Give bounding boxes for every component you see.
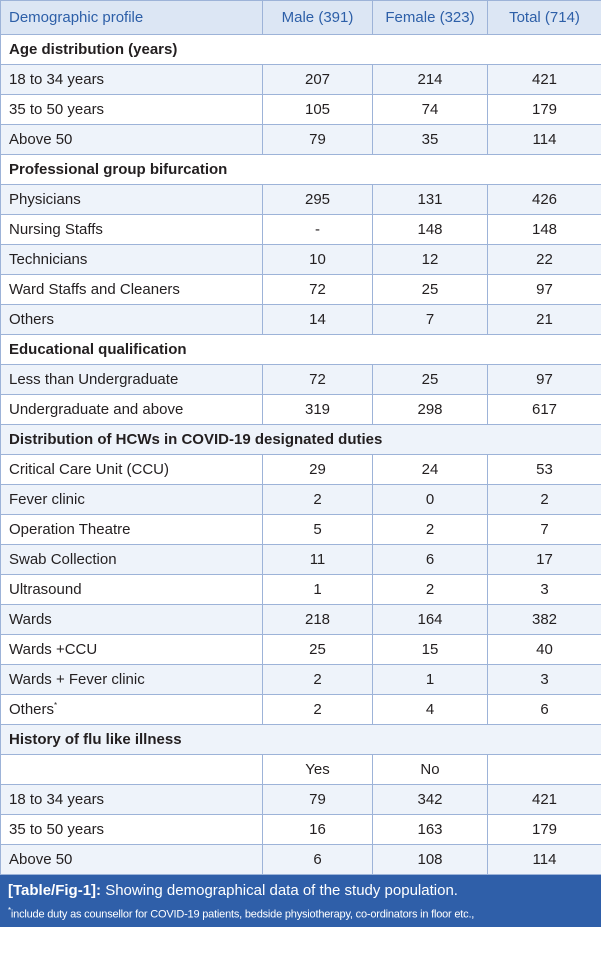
cell-female: 298 — [373, 395, 488, 425]
table-row — [1, 455, 601, 485]
row-label: Ward Staffs and Cleaners — [1, 275, 263, 305]
header-male: Male (391) — [263, 1, 373, 35]
cell-female: 7 — [373, 305, 488, 335]
header-total: Total (714) — [488, 1, 601, 35]
row-label: Technicians — [1, 245, 263, 275]
table-row — [1, 845, 601, 875]
row-label: Wards — [1, 605, 263, 635]
cell-male: 218 — [263, 605, 373, 635]
cell-male: 11 — [263, 545, 373, 575]
section-title-education: Educational qualification — [1, 335, 601, 365]
cell-male: 79 — [263, 125, 373, 155]
cell-total: 617 — [488, 395, 601, 425]
row-label — [1, 695, 263, 725]
cell-total: 179 — [488, 815, 601, 845]
cell-male: 295 — [263, 185, 373, 215]
table-row — [1, 785, 601, 815]
cell-total: 17 — [488, 545, 601, 575]
cell-female: 25 — [373, 275, 488, 305]
row-label: 18 to 34 years — [1, 785, 263, 815]
cell-total: 114 — [488, 125, 601, 155]
cell-male: 10 — [263, 245, 373, 275]
cell-total: 426 — [488, 185, 601, 215]
cell-male: 1 — [263, 575, 373, 605]
cell-female: 164 — [373, 605, 488, 635]
row-label: Nursing Staffs — [1, 215, 263, 245]
cell-female: 15 — [373, 635, 488, 665]
table-row — [1, 65, 601, 95]
cell-male: 5 — [263, 515, 373, 545]
cell-female: 35 — [373, 125, 488, 155]
cell-total: 3 — [488, 575, 601, 605]
cell-total: 2 — [488, 485, 601, 515]
cell-male: 2 — [263, 485, 373, 515]
table-row — [1, 605, 601, 635]
cell-total: 40 — [488, 635, 601, 665]
row-label: Fever clinic — [1, 485, 263, 515]
cell-female: 1 — [373, 665, 488, 695]
table-row — [1, 365, 601, 395]
cell-female: 74 — [373, 95, 488, 125]
cell-total: 6 — [488, 695, 601, 725]
cell-male: 6 — [263, 845, 373, 875]
cell-total: 421 — [488, 65, 601, 95]
row-label: Above 50 — [1, 845, 263, 875]
cell-female: 25 — [373, 365, 488, 395]
subheader-empty — [488, 755, 601, 785]
row-label — [1, 755, 263, 785]
cell-male: 72 — [263, 275, 373, 305]
flu-subheader-row — [1, 755, 601, 785]
row-label: Wards +CCU — [1, 635, 263, 665]
cell-male: 2 — [263, 695, 373, 725]
section-row — [1, 725, 601, 755]
section-row — [1, 35, 601, 65]
cell-male: 16 — [263, 815, 373, 845]
table-caption — [0, 875, 601, 927]
cell-total: 7 — [488, 515, 601, 545]
cell-male: 2 — [263, 665, 373, 695]
table-row — [1, 275, 601, 305]
row-label: Operation Theatre — [1, 515, 263, 545]
header-female: Female (323) — [373, 1, 488, 35]
cell-total: 382 — [488, 605, 601, 635]
cell-male: - — [263, 215, 373, 245]
section-title-age: Age distribution (years) — [1, 35, 601, 65]
cell-total: 53 — [488, 455, 601, 485]
cell-total: 97 — [488, 365, 601, 395]
table-row — [1, 815, 601, 845]
table-row — [1, 185, 601, 215]
cell-female: 6 — [373, 545, 488, 575]
cell-female: 2 — [373, 515, 488, 545]
caption-footnote — [8, 904, 593, 922]
row-label: Ultrasound — [1, 575, 263, 605]
row-label: Above 50 — [1, 125, 263, 155]
section-title-professional: Professional group bifurcation — [1, 155, 601, 185]
section-row — [1, 335, 601, 365]
cell-total: 97 — [488, 275, 601, 305]
cell-male: 29 — [263, 455, 373, 485]
table-row — [1, 215, 601, 245]
table-row — [1, 695, 601, 725]
section-row — [1, 425, 601, 455]
footnote-marker: * — [8, 906, 11, 915]
row-label: Less than Undergraduate — [1, 365, 263, 395]
cell-total: 114 — [488, 845, 601, 875]
cell-female: 214 — [373, 65, 488, 95]
cell-male: 207 — [263, 65, 373, 95]
row-label: Undergraduate and above — [1, 395, 263, 425]
table-row — [1, 305, 601, 335]
table-row — [1, 125, 601, 155]
cell-male: 79 — [263, 785, 373, 815]
table-row — [1, 485, 601, 515]
caption-ref: [Table/Fig-1]: — [8, 882, 102, 899]
table-row — [1, 575, 601, 605]
subheader-no: No — [373, 755, 488, 785]
table-header-row — [1, 1, 601, 35]
cell-female: 12 — [373, 245, 488, 275]
row-label: Critical Care Unit (CCU) — [1, 455, 263, 485]
table-row — [1, 635, 601, 665]
section-title-flu: History of flu like illness — [1, 725, 601, 755]
table-row — [1, 95, 601, 125]
section-title-duties: Distribution of HCWs in COVID-19 designated duties — [1, 425, 601, 455]
row-label: Others — [1, 305, 263, 335]
table-row — [1, 515, 601, 545]
row-label: 18 to 34 years — [1, 65, 263, 95]
table-row — [1, 245, 601, 275]
cell-total: 3 — [488, 665, 601, 695]
cell-male: 14 — [263, 305, 373, 335]
footnote-marker: * — [54, 701, 58, 710]
caption-title — [8, 881, 593, 901]
section-row — [1, 155, 601, 185]
cell-male: 319 — [263, 395, 373, 425]
row-label: Physicians — [1, 185, 263, 215]
cell-total: 179 — [488, 95, 601, 125]
cell-total: 21 — [488, 305, 601, 335]
cell-total: 148 — [488, 215, 601, 245]
row-label-text: Others — [9, 701, 55, 718]
table-row — [1, 545, 601, 575]
cell-female: 0 — [373, 485, 488, 515]
cell-female: 2 — [373, 575, 488, 605]
cell-male: 25 — [263, 635, 373, 665]
cell-female: 342 — [373, 785, 488, 815]
row-label: 35 to 50 years — [1, 95, 263, 125]
cell-male: 105 — [263, 95, 373, 125]
subheader-yes: Yes — [263, 755, 373, 785]
caption-text: Showing demographical data of the study population. — [101, 882, 458, 899]
row-label: Wards + Fever clinic — [1, 665, 263, 695]
row-label: 35 to 50 years — [1, 815, 263, 845]
table-row — [1, 665, 601, 695]
table-row — [1, 395, 601, 425]
footnote-text: include duty as counsellor for COVID-19 patients, bedside physiotherapy, co-ordinators in floor etc., — [10, 908, 475, 921]
cell-female: 148 — [373, 215, 488, 245]
cell-male: 72 — [263, 365, 373, 395]
cell-female: 4 — [373, 695, 488, 725]
cell-female: 24 — [373, 455, 488, 485]
cell-total: 421 — [488, 785, 601, 815]
row-label: Swab Collection — [1, 545, 263, 575]
cell-total: 22 — [488, 245, 601, 275]
header-demographic-profile: Demographic profile — [1, 1, 263, 35]
cell-female: 131 — [373, 185, 488, 215]
cell-female: 163 — [373, 815, 488, 845]
cell-female: 108 — [373, 845, 488, 875]
